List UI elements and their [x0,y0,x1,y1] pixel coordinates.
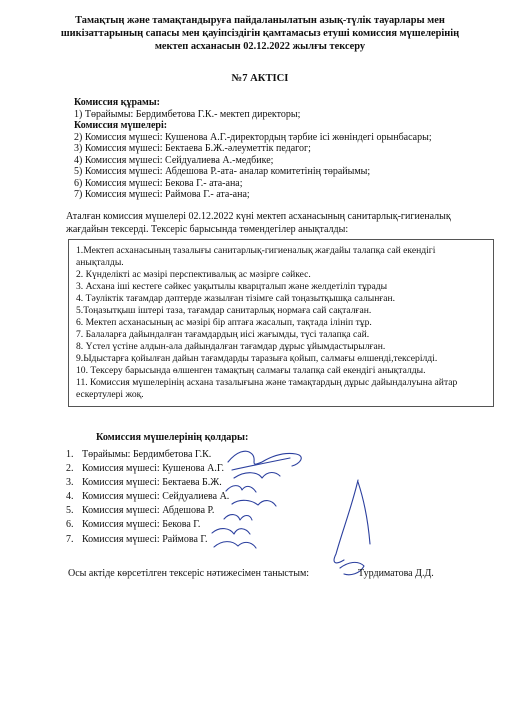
composition-label: Комиссия құрамы: [74,97,160,108]
signature-row [66,533,306,547]
finding-line: 5.Тоңазытқыш іштері таза, тағамдар санитарлық нормаға сай сақталған. [76,305,372,316]
findings-list [76,245,488,401]
signature-row [66,518,306,532]
finding-line: 3. Асхана іші кестеге сәйкес уақытылы кварцталып және желдетіліп тұрады [76,281,388,292]
signer-name: Комиссия мүшесі: Раймова Г. [82,533,208,545]
signature-row [66,504,306,518]
signer-name: Комиссия мүшесі: Бектаева Б.Ж. [82,477,222,489]
finding-line: 10. Тексеру барысында өлшенген тамақтың салмағы талапқа сай екендігі анықталды. [76,365,426,376]
signature-row [66,462,306,476]
signer-name: Комиссия мүшесі: Абдешова Р. [82,505,215,517]
members-label: Комиссия мүшелері: [74,120,168,131]
finding-line: 4. Тәуліктік тағамдар дәптерде жазылған тізімге сай тоңазытқышқа салынған. [76,293,396,304]
signature-stroke [358,482,370,544]
chair-line: 1) Төрайымы: Бердимбетова Г.К.- мектеп директоры; [74,108,301,120]
row-number: 7. [66,533,74,545]
signature-list [66,448,306,547]
member-line: 4) Комиссия мүшесі: Сейдуалиева А.-медбике; [74,154,274,166]
row-number: 5. [66,505,74,517]
signature-row [66,490,306,504]
finding-line: 8. Үстел үстіне алдын-ала дайындалған тағамдар дұрыс ұйымдастырылған. [76,341,386,352]
signature-row [66,448,306,462]
finding-line: 9.Ыдыстарға қойылған дайын тағамдарды таразыға қойып, салмағы өлшенді,тексерілді. [76,353,438,364]
title-line: мектеп асханасын 02.12.2022 жылғы тексеру [154,41,366,52]
member-line: 7) Комиссия мүшесі: Раймова Г.- ата-ана; [74,189,250,200]
finding-line: 7. Балаларға дайындалған тағамдардың иісі жағымды, түсі талапқа сай. [76,329,370,340]
intro-line: жағдайын тексерді. Тексеріс барысында төмендегілер анықталды: [66,223,349,235]
document-title [40,14,480,53]
signer-name: Комиссия мүшесі: Сейдуалиева А. [82,491,230,503]
commission-section [74,97,494,201]
member-line: 3) Комиссия мүшесі: Бектаева Б.Ж.-әлеуметтік педагог; [74,143,311,154]
signature-stroke [334,480,358,563]
signer-name: Төрайымы: Бердимбетова Г.К. [82,449,212,460]
row-number: 3. [66,477,74,489]
finding-line: анықталды. [76,257,124,268]
row-number: 6. [66,519,74,531]
intro-line: Аталған комиссия мүшелері 02.12.2022 күні мектеп асханасының санитарлық-гигиеналық [66,211,451,222]
signer-name: Комиссия мүшесі: Бекова Г. [82,519,201,531]
signer-name: Комиссия мүшесі: Кушенова А.Г. [82,463,225,475]
row-number: 1. [66,449,74,460]
intro-paragraph [66,211,486,236]
act-number: №7 АКТІСІ [231,73,289,84]
title-line: шикізаттарының сапасы мен қауіпсіздігін қамтамасыз етуші комиссия мүшелерінің [60,28,460,39]
title-line: Тамақтың және тамақтандыруға пайдаланылатын азық-түлік тауарлары мен [75,15,445,26]
finding-line: 2. Күнделікті ас мәзірі перспективалық ас мәзірге сәйкес. [76,269,311,280]
signatures-heading: Комиссия мүшелерінің қолдары: [96,432,249,443]
row-number: 4. [66,491,74,503]
member-line: 5) Комиссия мүшесі: Абдешова Р.-ата- аналар комитетінің төрайымы; [74,166,371,177]
row-number: 2. [66,463,74,475]
member-line: 6) Комиссия мүшесі: Бекова Г.- ата-ана; [74,177,243,189]
acknowledgement-name: Турдиматова Д.Д. [358,568,434,579]
member-line: 2) Комиссия мүшесі: Кушенова А.Г.-директордың тәрбие ісі жөніндегі орынбасары; [74,131,432,143]
finding-line: 6. Мектеп асханасының ас мәзірі бір аптаға жасалып, тақтада ілініп тұр. [76,317,372,328]
finding-line: 11. Комиссия мүшелерінің асхана тазалығына және тамақтардың дұрыс дайындалуына айтар ескертулері жоқ. [76,377,458,400]
finding-line: 1.Мектеп асханасының тазалығы санитарлық-гигиеналық жағдайы талапқа сай екендігі [76,245,436,256]
signature-row [66,476,306,490]
acknowledgement-statement: Осы актіде көрсетілген тексеріс нәтижесімен таныстым: [68,568,310,579]
